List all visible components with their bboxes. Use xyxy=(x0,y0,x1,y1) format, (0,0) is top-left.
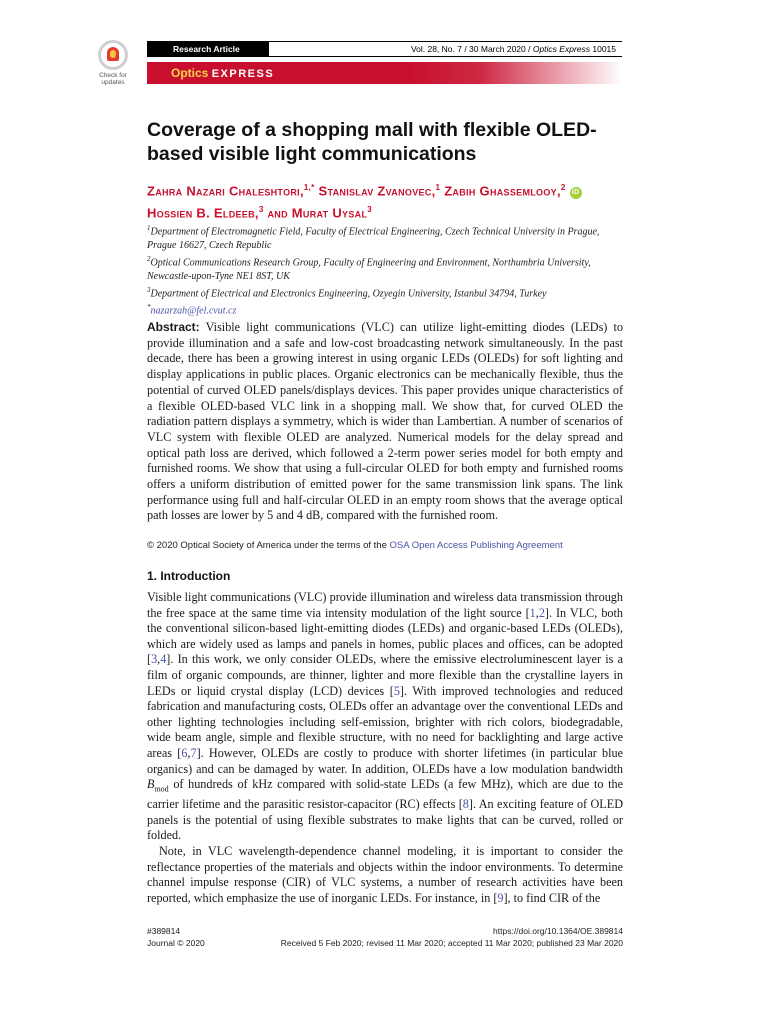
crossmark-line2: updates xyxy=(101,79,125,86)
page-number: 10015 xyxy=(590,44,616,54)
article-type-label: Research Article xyxy=(147,42,269,56)
abstract-text: Visible light communications (VLC) can utilize light-emitting diodes (LEDs) to provide illumination and a safe and low-cost broadcasting network simultaneously. In the past decade, there has been a growing interest in using organic LEDs (OLEDs) for soft lighting and display applications in public places. Organic electronics can be mechanically flexible, thus the potential of curved OLED panels/displays devices. This paper provides unique characteristics of a flexible OLED-based VLC link in a shopping mall. We show that, for curved OLED the radiation pattern displays a symmetry, which is wider than Lambertian. A number of scenarios of VLC system with flexible OLED are analyzed. Numerical models for the delay spread and optical path loss are derived, which followed a 2-term power series model for both empty and furnished rooms. We show that using a full-circular OLED for both empty and furnished rooms offers a uniform distribution of emitted power for the same transmission link spans. The link performance using full and half-circular OLED in an empty room shows that the average optical path losses are lower by 5 and 4 dB, compared with the furnished room. xyxy=(147,320,623,523)
citation-link[interactable]: 4 xyxy=(160,652,167,667)
affiliation-2: $^2$Optical Communications Research Group, Faculty of Engineering and Environment, Northumbria University, Newcastle-upon-Tyne NE1 8ST, UK xyxy=(147,254,591,283)
article-id: #389814 xyxy=(147,926,181,936)
citation-link[interactable]: 6 xyxy=(181,745,188,760)
abstract xyxy=(147,320,623,524)
author-1-affil: 1,* xyxy=(303,183,315,192)
affiliation-1: $^1$Department of Electromagnetic Field, Faculty of Electrical Engineering, Czech Technical University in Prague, Prague 16627, Czech Republic xyxy=(147,224,600,252)
publication-dates: Received 5 Feb 2020; revised 11 Mar 2020; accepted 11 Mar 2020; published 23 Mar 2020 xyxy=(280,938,623,948)
author-list xyxy=(147,178,627,223)
citation-link[interactable]: 1 xyxy=(529,605,536,620)
check-for-updates-badge[interactable] xyxy=(92,40,134,94)
copyright-text: © 2020 Optical Society of America under the terms of the xyxy=(147,540,390,551)
volume-info xyxy=(411,42,616,56)
open-access-link[interactable]: OSA Open Access Publishing Agreement xyxy=(389,540,563,551)
section-heading: 1. Introduction xyxy=(147,569,231,583)
citation-link[interactable]: 7 xyxy=(190,745,197,760)
author-4: Hossien B. Eldeeb, xyxy=(147,205,259,221)
corresponding-email: *nazarzah@fel.cvut.cz xyxy=(147,302,237,317)
citation-link[interactable]: 8 xyxy=(462,797,469,812)
author-3-affil: 2 xyxy=(560,183,566,192)
affiliations xyxy=(147,222,627,318)
paragraph-2: Note, in VLC wavelength-dependence channel modeling, it is important to consider the reflectance properties of the materials and objects within the indoor environments. To determine channel impulse response (CIR) of VLC systems, a number of research activities have been reported, which emphasize the use of inorganic LEDs. For instance, in [9], to find CIR of the xyxy=(147,843,623,905)
author-5: and Murat Uysal xyxy=(263,205,368,221)
bandwidth-symbol: B xyxy=(147,777,155,792)
crossmark-icon xyxy=(98,40,128,70)
crossmark-line1: Check for xyxy=(99,72,127,79)
abstract-label: Abstract: xyxy=(147,320,200,334)
paper-title: Coverage of a shopping mall with flexible OLED-based visible light communications xyxy=(147,119,597,165)
affiliation-3: $^3$Department of Electrical and Electronics Engineering, Ozyegin University, Istanbul 34794, Turkey xyxy=(147,285,547,300)
orcid-icon[interactable]: iD xyxy=(570,187,582,199)
doi-link[interactable]: https://doi.org/10.1364/OE.389814 xyxy=(493,926,623,936)
journal-logo xyxy=(171,62,274,85)
logo-optics: Optics xyxy=(171,66,209,80)
email-link[interactable]: nazarzah@fel.cvut.cz xyxy=(150,305,237,317)
journal-copyright: Journal © 2020 xyxy=(147,938,205,948)
citation-link[interactable]: 3 xyxy=(151,652,158,667)
volume-text: Vol. 28, No. 7 / 30 March 2020 / xyxy=(410,44,533,54)
author-2-affil: 1 xyxy=(435,183,441,192)
page-footer xyxy=(147,925,623,949)
logo-express: EXPRESS xyxy=(211,68,275,80)
author-3: Zabih Ghassemlooy, xyxy=(440,183,561,199)
body-text xyxy=(147,590,623,906)
journal-banner xyxy=(147,62,622,84)
citation-link[interactable]: 5 xyxy=(393,683,400,698)
author-1: Zahra Nazari Chaleshtori, xyxy=(147,183,304,199)
paragraph-1: Visible light communications (VLC) provide illumination and wireless data transmission through the free space at the same time via intensity modulation of the light source [1,2]. In VLC, both the conventional silicon-based light-emitting diodes (LEDs) and organic-based LEDs (OLEDs), which are widely used as lamps and panels in homes, public places and offices, can be adopted [3,4]. In this work, we only consider OLEDs, where the emissive electroluminescent layer is a film of organic compounds, are thinner, lighter and more flexible than the crystalline layers in LEDs or liquid crystal display (LCD) devices [5]. With improved technologies and reduced fabrication and manufacturing costs, OLEDs offer an advantage over the conventional LEDs and other lighting technologies including self-emission, brighter with rich colors, biodegradable, wide beam angle, simple and flexible structure, with no need for backlighting and large active areas [6,7]. However, OLEDs are costly to produce with shorter lifetimes (in particular blue organics) and can be damaged by water. In addition, OLEDs have a low modulation bandwidth $B_{mod}$ of hundreds of kHz compared with solid-state LEDs (a few MHz), which are due to the carrier lifetime and the parasitic resistor-capacitor (RC) effects [8]. An exciting feature of OLED panels is the potential of using flexible substrates to make lights that can be curved, rolled or folded. xyxy=(147,590,624,843)
author-2: Stanislav Zvanovec, xyxy=(314,183,436,199)
copyright-notice xyxy=(147,540,623,552)
author-4-affil: 3 xyxy=(258,205,264,215)
top-bar xyxy=(147,41,622,57)
journal-name: Optics Express xyxy=(532,44,590,54)
author-5-affil: 3 xyxy=(367,205,372,215)
citation-link[interactable]: 2 xyxy=(538,605,545,620)
citation-link[interactable]: 9 xyxy=(497,890,504,905)
